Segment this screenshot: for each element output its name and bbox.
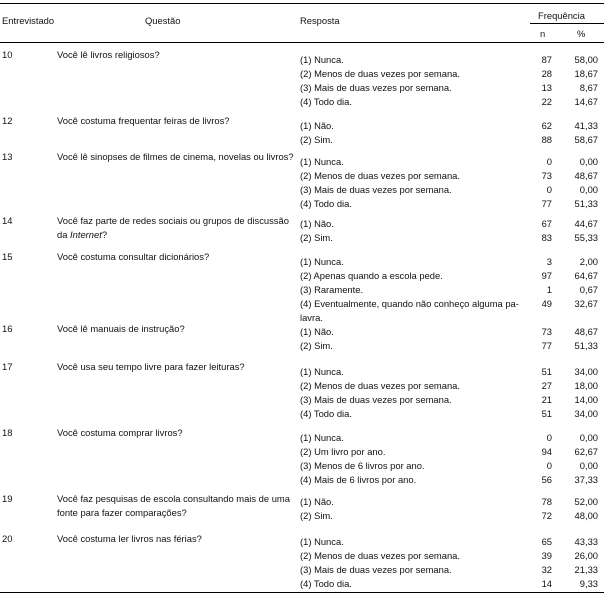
answer-text-cont: lavra. bbox=[300, 312, 323, 323]
count-n: 21 bbox=[541, 394, 552, 405]
percent: 21,33 bbox=[574, 564, 598, 575]
count-n: 87 bbox=[541, 54, 552, 65]
answer-text: (1) Não. bbox=[300, 326, 334, 337]
percent: 64,67 bbox=[574, 270, 598, 281]
percent: 58,67 bbox=[574, 134, 598, 145]
answer-text: (3) Mais de duas vezes por semana. bbox=[300, 184, 452, 195]
answer-text: (4) Todo dia. bbox=[300, 198, 352, 209]
answer-text: (4) Todo dia. bbox=[300, 96, 352, 107]
percent: 8,67 bbox=[579, 82, 598, 93]
answer-text: (2) Um livro por ano. bbox=[300, 446, 386, 457]
entrevistado-id: 14 bbox=[2, 215, 13, 226]
percent: 55,33 bbox=[574, 232, 598, 243]
percent: 58,00 bbox=[574, 54, 598, 65]
count-n: 83 bbox=[541, 232, 552, 243]
count-n: 73 bbox=[541, 326, 552, 337]
header-n: n bbox=[540, 28, 546, 39]
frequency-rule bbox=[530, 23, 604, 24]
percent: 41,33 bbox=[574, 120, 598, 131]
entrevistado-id: 15 bbox=[2, 251, 13, 262]
count-n: 28 bbox=[541, 68, 552, 79]
answer-text: (4) Mais de 6 livros por ano. bbox=[300, 474, 417, 485]
count-n: 67 bbox=[541, 218, 552, 229]
entrevistado-id: 12 bbox=[2, 115, 13, 126]
percent: 0,67 bbox=[579, 284, 598, 295]
header-percent: % bbox=[577, 28, 586, 39]
header-rule bbox=[0, 42, 604, 43]
entrevistado-id: 19 bbox=[2, 493, 13, 504]
percent: 32,67 bbox=[574, 298, 598, 309]
percent: 14,00 bbox=[574, 394, 598, 405]
question-text: Você costuma consultar dicionários? bbox=[57, 251, 210, 262]
answer-text: (2) Sim. bbox=[300, 510, 333, 521]
question-text-line2: da Internet? bbox=[57, 229, 108, 240]
question-text: Você faz pesquisas de escola consultando mais de uma bbox=[57, 493, 290, 504]
answer-text: (3) Raramente. bbox=[300, 284, 364, 295]
percent: 62,67 bbox=[574, 446, 598, 457]
percent: 0,00 bbox=[579, 432, 598, 443]
question-text: Você costuma ler livros nas férias? bbox=[57, 533, 202, 544]
count-n: 51 bbox=[541, 408, 552, 419]
header-frequencia: Frequência bbox=[538, 10, 585, 21]
answer-text: (1) Nunca. bbox=[300, 54, 344, 65]
count-n: 1 bbox=[546, 284, 552, 295]
count-n: 65 bbox=[541, 536, 552, 547]
question-text: Você lê livros religiosos? bbox=[57, 49, 160, 60]
header-entrevistado: Entrevistado bbox=[2, 15, 55, 26]
answer-text: (2) Menos de duas vezes por semana. bbox=[300, 550, 460, 561]
percent: 51,33 bbox=[574, 198, 598, 209]
count-n: 14 bbox=[541, 578, 552, 589]
count-n: 0 bbox=[546, 184, 552, 195]
question-text: Você lê manuais de instrução? bbox=[57, 323, 185, 334]
answer-text: (2) Sim. bbox=[300, 232, 333, 243]
count-n: 77 bbox=[541, 198, 552, 209]
answer-text: (2) Apenas quando a escola pede. bbox=[300, 270, 443, 281]
percent: 34,00 bbox=[574, 408, 598, 419]
count-n: 22 bbox=[541, 96, 552, 107]
answer-text: (1) Nunca. bbox=[300, 156, 344, 167]
count-n: 13 bbox=[541, 82, 552, 93]
count-n: 0 bbox=[546, 460, 552, 471]
answer-text: (3) Mais de duas vezes por semana. bbox=[300, 394, 452, 405]
percent: 34,00 bbox=[574, 366, 598, 377]
question-text-line2: fonte para fazer comparações? bbox=[57, 507, 187, 518]
percent: 18,67 bbox=[574, 68, 598, 79]
answer-text: (2) Sim. bbox=[300, 340, 333, 351]
percent: 18,00 bbox=[574, 380, 598, 391]
percent: 0,00 bbox=[579, 156, 598, 167]
answer-text: (3) Mais de duas vezes por semana. bbox=[300, 564, 452, 575]
percent: 51,33 bbox=[574, 340, 598, 351]
percent: 0,00 bbox=[579, 184, 598, 195]
percent: 44,67 bbox=[574, 218, 598, 229]
question-text: Você usa seu tempo livre para fazer leituras? bbox=[57, 361, 245, 372]
answer-text: (4) Todo dia. bbox=[300, 408, 352, 419]
count-n: 94 bbox=[541, 446, 552, 457]
answer-text: (1) Nunca. bbox=[300, 536, 344, 547]
count-n: 0 bbox=[546, 156, 552, 167]
answer-text: (1) Nunca. bbox=[300, 366, 344, 377]
count-n: 39 bbox=[541, 550, 552, 561]
header-resposta: Resposta bbox=[300, 15, 340, 26]
entrevistado-id: 10 bbox=[2, 49, 13, 60]
question-text: Você faz parte de redes sociais ou grupos de discussão bbox=[57, 215, 289, 226]
answer-text: (2) Menos de duas vezes por semana. bbox=[300, 170, 460, 181]
question-text: Você lê sinopses de filmes de cinema, novelas ou livros? bbox=[57, 151, 294, 162]
question-emphasis: Internet bbox=[70, 229, 102, 240]
answer-text: (2) Menos de duas vezes por semana. bbox=[300, 380, 460, 391]
count-n: 78 bbox=[541, 496, 552, 507]
percent: 48,00 bbox=[574, 510, 598, 521]
entrevistado-id: 20 bbox=[2, 533, 13, 544]
count-n: 27 bbox=[541, 380, 552, 391]
entrevistado-id: 17 bbox=[2, 361, 13, 372]
percent: 48,67 bbox=[574, 326, 598, 337]
count-n: 97 bbox=[541, 270, 552, 281]
answer-text: (3) Mais de duas vezes por semana. bbox=[300, 82, 452, 93]
count-n: 72 bbox=[541, 510, 552, 521]
count-n: 51 bbox=[541, 366, 552, 377]
percent: 14,67 bbox=[574, 96, 598, 107]
entrevistado-id: 18 bbox=[2, 427, 13, 438]
answer-text: (1) Não. bbox=[300, 496, 334, 507]
count-n: 49 bbox=[541, 298, 552, 309]
percent: 52,00 bbox=[574, 496, 598, 507]
answer-text: (1) Nunca. bbox=[300, 256, 344, 267]
answer-text: (4) Eventualmente, quando não conheço alguma pa- bbox=[300, 298, 519, 309]
question-text: Você costuma comprar livros? bbox=[57, 427, 183, 438]
count-n: 73 bbox=[541, 170, 552, 181]
answer-text: (1) Não. bbox=[300, 218, 334, 229]
percent: 48,67 bbox=[574, 170, 598, 181]
bottom-rule bbox=[0, 592, 604, 593]
question-text: Você costuma frequentar feiras de livros? bbox=[57, 115, 230, 126]
entrevistado-id: 16 bbox=[2, 323, 13, 334]
percent: 2,00 bbox=[579, 256, 598, 267]
count-n: 3 bbox=[546, 256, 552, 267]
count-n: 77 bbox=[541, 340, 552, 351]
top-rule bbox=[0, 3, 604, 4]
percent: 37,33 bbox=[574, 474, 598, 485]
answer-text: (1) Não. bbox=[300, 120, 334, 131]
percent: 9,33 bbox=[579, 578, 598, 589]
count-n: 32 bbox=[541, 564, 552, 575]
answer-text: (4) Todo dia. bbox=[300, 578, 352, 589]
header-questao: Questão bbox=[145, 15, 181, 26]
percent: 26,00 bbox=[574, 550, 598, 561]
entrevistado-id: 13 bbox=[2, 151, 13, 162]
percent: 43,33 bbox=[574, 536, 598, 547]
answer-text: (2) Sim. bbox=[300, 134, 333, 145]
count-n: 0 bbox=[546, 432, 552, 443]
count-n: 62 bbox=[541, 120, 552, 131]
count-n: 56 bbox=[541, 474, 552, 485]
percent: 0,00 bbox=[579, 460, 598, 471]
answer-text: (2) Menos de duas vezes por semana. bbox=[300, 68, 460, 79]
answer-text: (1) Nunca. bbox=[300, 432, 344, 443]
count-n: 88 bbox=[541, 134, 552, 145]
answer-text: (3) Menos de 6 livros por ano. bbox=[300, 460, 425, 471]
